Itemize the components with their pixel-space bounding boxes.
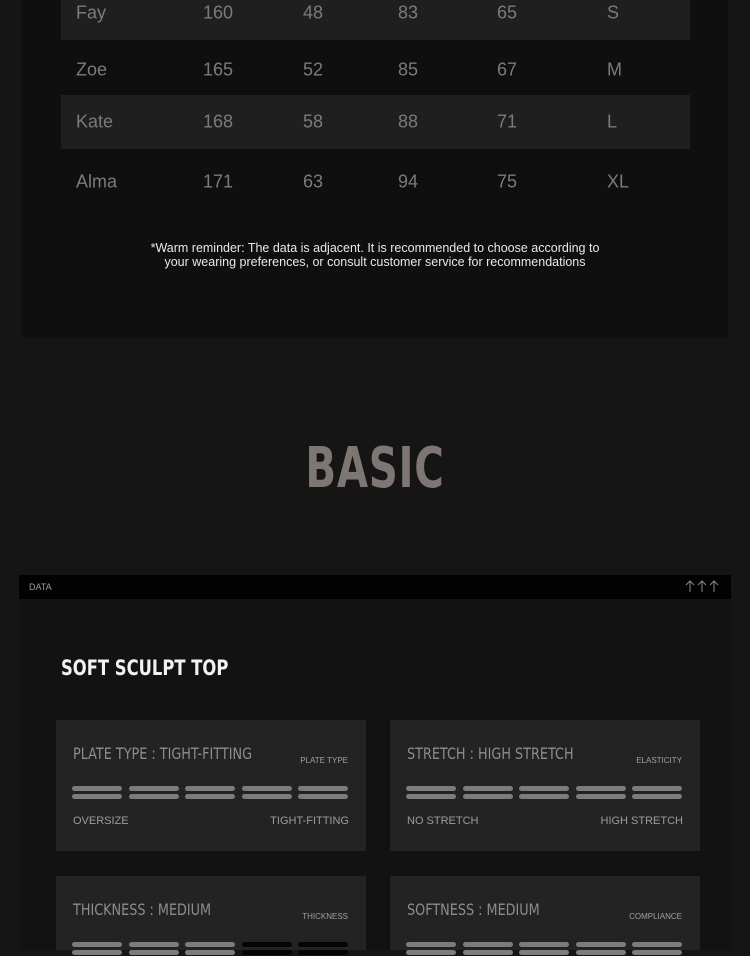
attribute-tag: THICKNESS: [302, 912, 348, 921]
meter-segment: [72, 950, 122, 955]
attribute-card-softness: [390, 876, 700, 950]
attribute-title: SOFTNESS : MEDIUM: [407, 900, 540, 919]
attribute-card-plate-type: [56, 720, 366, 851]
attribute-tag: COMPLIANCE: [629, 912, 682, 921]
attribute-meter: [406, 942, 683, 956]
table-cell: 52: [303, 59, 324, 80]
meter-segment: [129, 794, 179, 799]
scale-max-label: TIGHT-FITTING: [270, 815, 349, 827]
table-row: [61, 0, 690, 40]
meter-segment: [632, 950, 682, 955]
section-heading: BASIC: [305, 436, 445, 501]
data-label: DATA: [29, 582, 52, 592]
meter-segment: [242, 950, 292, 955]
table-cell: 168: [203, 111, 234, 132]
meter-segment: [406, 950, 456, 955]
attribute-title: THICKNESS : MEDIUM: [73, 900, 212, 919]
meter-segment: [242, 786, 292, 791]
meter-segment: [72, 786, 122, 791]
scale-min-label: NO STRETCH: [407, 815, 479, 827]
meter-segment: [129, 942, 179, 947]
attribute-title: STRETCH : HIGH STRETCH: [407, 744, 574, 763]
meter-segment: [298, 786, 348, 791]
arrow-up-icons: [685, 579, 719, 593]
meter-segment: [185, 942, 235, 947]
scale-max-label: HIGH STRETCH: [600, 815, 683, 827]
meter-segment: [632, 942, 682, 947]
meter-segment: [185, 950, 235, 955]
size-chart-card: [22, 0, 728, 338]
table-row: [61, 43, 690, 97]
meter-segment: [185, 786, 235, 791]
meter-segment: [576, 950, 626, 955]
meter-segment: [632, 786, 682, 791]
meter-segment: [406, 942, 456, 947]
table-cell: S: [607, 2, 620, 23]
arrow-up-icon: [685, 579, 695, 593]
meter-segment: [129, 950, 179, 955]
attribute-meter: [72, 786, 349, 800]
table-cell: 88: [398, 111, 419, 132]
meter-segment: [129, 786, 179, 791]
meter-segment: [463, 786, 513, 791]
table-cell: 75: [497, 171, 518, 192]
table-cell: 85: [398, 59, 419, 80]
meter-segment: [406, 786, 456, 791]
meter-segment: [463, 942, 513, 947]
table-cell: 171: [203, 171, 234, 192]
table-cell: 48: [303, 2, 324, 23]
meter-segment: [298, 794, 348, 799]
table-cell: 165: [203, 59, 234, 80]
meter-segment: [463, 794, 513, 799]
arrow-up-icon: [697, 579, 707, 593]
meter-segment: [298, 950, 348, 955]
table-cell: XL: [607, 171, 630, 192]
table-cell: Fay: [76, 2, 107, 23]
table-cell: 65: [497, 2, 518, 23]
table-cell: 71: [497, 111, 518, 132]
meter-segment: [632, 794, 682, 799]
table-cell: 58: [303, 111, 324, 132]
meter-segment: [576, 786, 626, 791]
meter-segment: [406, 794, 456, 799]
table-cell: Kate: [76, 111, 114, 132]
scale-min-label: OVERSIZE: [73, 815, 129, 827]
attribute-card-thickness: [56, 876, 366, 950]
meter-segment: [519, 942, 569, 947]
table-row: [61, 155, 690, 209]
table-cell: L: [607, 111, 618, 132]
meter-segment: [576, 942, 626, 947]
attribute-meter: [406, 786, 683, 800]
meter-segment: [72, 794, 122, 799]
meter-segment: [576, 794, 626, 799]
data-header-bar: [19, 575, 731, 599]
attribute-tag: PLATE TYPE: [300, 756, 348, 765]
meter-segment: [463, 950, 513, 955]
table-cell: M: [607, 59, 622, 80]
table-cell: 160: [203, 2, 234, 23]
table-cell: 63: [303, 171, 324, 192]
table-cell: 94: [398, 171, 419, 192]
size-note-line: *Warm reminder: The data is adjacent. It is recommended to choose according to: [150, 241, 600, 255]
table-cell: Alma: [76, 171, 118, 192]
table-row: [61, 95, 690, 149]
meter-segment: [519, 786, 569, 791]
meter-segment: [185, 794, 235, 799]
product-title: SOFT SCULPT TOP: [61, 656, 229, 680]
size-note-line: your wearing preferences, or consult customer service for recommendations: [164, 255, 586, 269]
size-note: [22, 241, 728, 269]
attribute-title: PLATE TYPE : TIGHT-FITTING: [73, 744, 252, 763]
arrow-up-icon: [709, 579, 719, 593]
meter-segment: [72, 942, 122, 947]
meter-segment: [298, 942, 348, 947]
attribute-tag: ELASTICITY: [636, 756, 682, 765]
attribute-meter: [72, 942, 349, 956]
table-cell: Zoe: [76, 59, 108, 80]
table-cell: 67: [497, 59, 518, 80]
meter-segment: [242, 942, 292, 947]
meter-segment: [519, 950, 569, 955]
table-cell: 83: [398, 2, 419, 23]
meter-segment: [242, 794, 292, 799]
meter-segment: [519, 794, 569, 799]
attribute-card-stretch: [390, 720, 700, 851]
